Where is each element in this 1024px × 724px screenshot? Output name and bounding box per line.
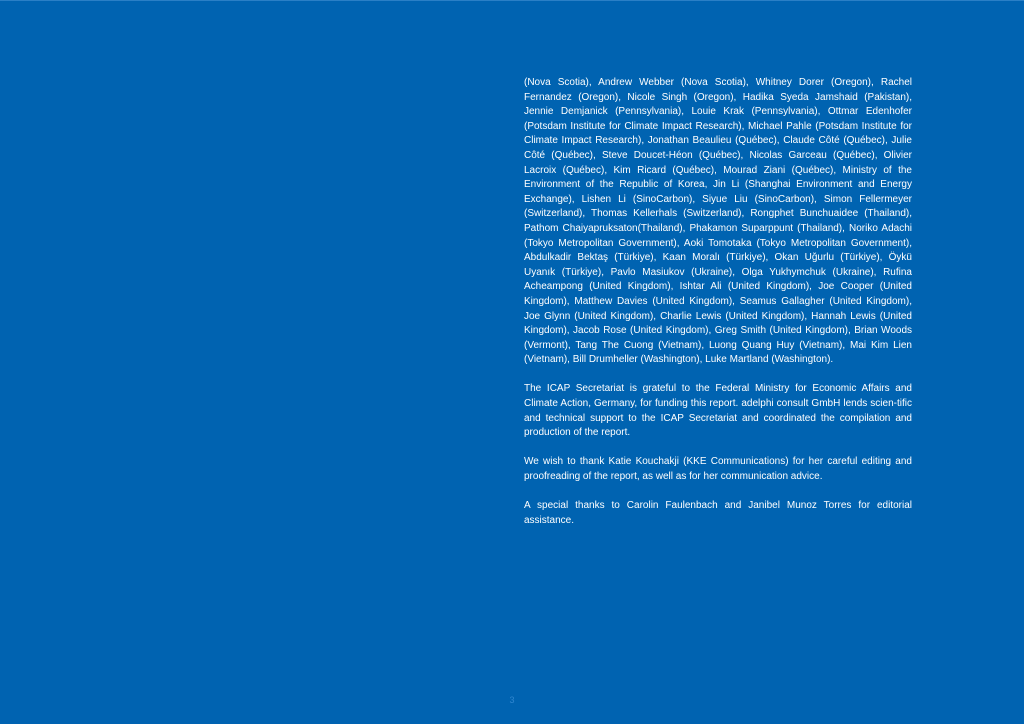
editing-thanks-paragraph: We wish to thank Katie Kouchakji (KKE Communications) for her careful editing and proofreading of the report, as well as for her communication advice.: [524, 456, 912, 483]
top-divider: [0, 0, 1024, 1]
funding-paragraph: The ICAP Secretariat is grateful to the Federal Ministry for Economic Affairs and Climate Action, Germany, for funding this report. adelphi consult GmbH lends scien-tific and technical support to the ICAP Secretariat and coordinated the compilation and production of the report.: [524, 383, 912, 439]
page-number: 3: [509, 695, 515, 705]
acknowledgements-text: [524, 76, 912, 543]
contributors-paragraph: (Nova Scotia), Andrew Webber (Nova Scotia), Whitney Dorer (Oregon), Rachel Fernandez (Oregon), Nicole Singh (Oregon), Hadika Syeda Jamshaid (Pakistan), Jennie Demjanick (Pennsylvania), Louie Krak (Pennsylvania), Ottmar Edenhofer (Potsdam Institute for Climate Impact Research), Michael Pahle (Potsdam Institute for Climate Impact Research), Jonathan Beaulieu (Québec), Claude Côté (Québec), Julie Côté (Québec), Steve Doucet-Héon (Québec), Nicolas Garceau (Québec), Olivier Lacroix (Québec), Kim Ricard (Québec), Mourad Ziani (Québec), Ministry of the Environment of the Republic of Korea, Jin Li (Shanghai Environment and Energy Exchange), Lishen Li (SinoCarbon), Siyue Liu (SinoCarbon), Simon Fellermeyer (Switzerland), Thomas Kellerhals (Switzerland), Rongphet Bunchuaidee (Thailand), Pathom Chaiyapruksaton(Thailand), Phakamon Suparppunt (Thailand), Noriko Adachi (Tokyo Metropolitan Government), Aoki Tomotaka (Tokyo Metropolitan Government), Abdulkadir Bektaş (Türkiye), Kaan Moralı (Türkiye), Okan Uğurlu (Türkiye), Öykü Uyanık (Türkiye), Pavlo Masiukov (Ukraine), Olga Yukhymchuk (Ukraine), Rufina Acheampong (United Kingdom), Ishtar Ali (United Kingdom), Joe Cooper (United Kingdom), Matthew Davies (United Kingdom), Seamus Gallagher (United Kingdom), Joe Glynn (United Kingdom), Charlie Lewis (United Kingdom), Hannah Lewis (United Kingdom), Jacob Rose (United Kingdom), Greg Smith (United Kingdom), Brian Woods (Vermont), Tang The Cuong (Vietnam), Luong Quang Huy (Vietnam), Mai Kim Lien (Vietnam), Bill Drumheller (Washington), Luke Martland (Washington).: [524, 77, 912, 366]
editorial-assistance-paragraph: A special thanks to Carolin Faulenbach and Janibel Munoz Torres for editorial assistance.: [524, 500, 912, 526]
